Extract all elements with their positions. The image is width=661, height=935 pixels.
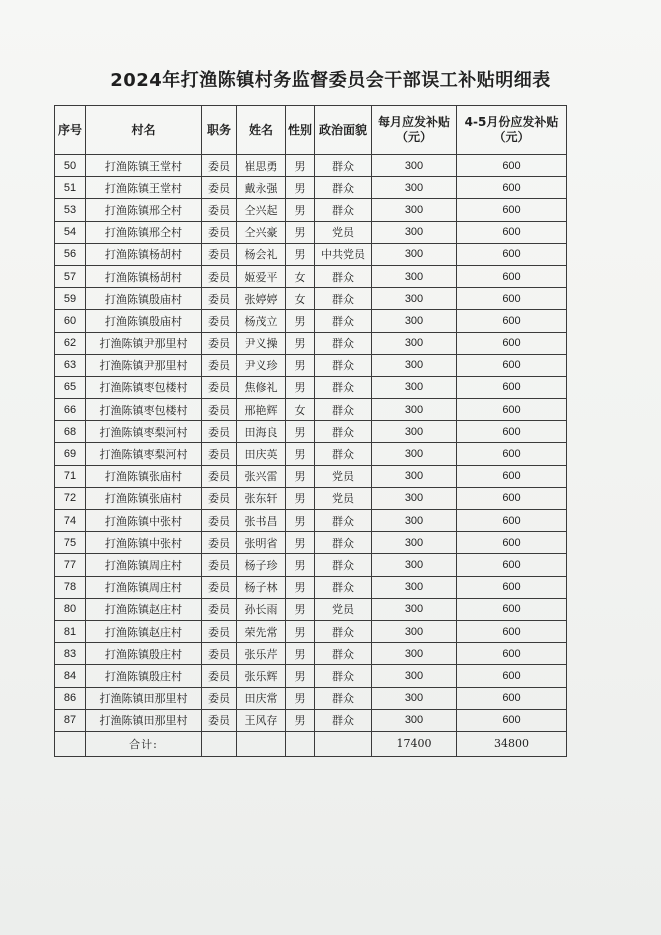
row-position: 委员 [202,354,237,376]
row-gender: 男 [286,243,315,265]
row-village: 打渔陈镇王堂村 [86,177,202,199]
row-seq: 51 [55,177,86,199]
row-position: 委员 [202,265,237,287]
header-village: 村名 [86,106,202,155]
row-village: 打渔陈镇枣包楼村 [86,376,202,398]
header-period-subsidy: 4-5月份应发补贴（元） [457,106,567,155]
row-village: 打渔陈镇邢仝村 [86,199,202,221]
row-period-subsidy: 600 [457,265,567,287]
row-seq: 74 [55,510,86,532]
row-position: 委员 [202,465,237,487]
row-political-status: 党员 [315,487,372,509]
row-name: 张东轩 [237,487,286,509]
total-empty-cell [237,731,286,756]
row-political-status: 群众 [315,310,372,332]
row-monthly-subsidy: 300 [372,354,457,376]
header-gender: 性别 [286,106,315,155]
row-gender: 男 [286,665,315,687]
row-seq: 68 [55,421,86,443]
table-row [55,532,567,554]
row-period-subsidy: 600 [457,243,567,265]
row-political-status: 群众 [315,687,372,709]
row-village: 打渔陈镇田那里村 [86,687,202,709]
row-gender: 男 [286,155,315,177]
table-row [55,709,567,731]
row-name: 仝兴起 [237,199,286,221]
total-empty-cell [55,731,86,756]
subsidy-table [54,105,567,757]
row-monthly-subsidy: 300 [372,221,457,243]
row-village: 打渔陈镇赵庄村 [86,598,202,620]
row-period-subsidy: 600 [457,554,567,576]
row-seq: 83 [55,643,86,665]
row-monthly-subsidy: 300 [372,243,457,265]
row-seq: 60 [55,310,86,332]
row-seq: 78 [55,576,86,598]
row-seq: 81 [55,620,86,642]
row-position: 委员 [202,221,237,243]
row-monthly-subsidy: 300 [372,554,457,576]
row-village: 打渔陈镇张庙村 [86,487,202,509]
row-seq: 86 [55,687,86,709]
row-gender: 男 [286,576,315,598]
table-row [55,487,567,509]
row-position: 委员 [202,532,237,554]
row-name: 张乐辉 [237,665,286,687]
row-monthly-subsidy: 300 [372,288,457,310]
row-monthly-subsidy: 300 [372,620,457,642]
row-village: 打渔陈镇周庄村 [86,576,202,598]
row-seq: 75 [55,532,86,554]
row-name: 张婷婷 [237,288,286,310]
table-row [55,199,567,221]
row-village: 打渔陈镇枣包楼村 [86,399,202,421]
row-monthly-subsidy: 300 [372,687,457,709]
table-row [55,332,567,354]
row-political-status: 群众 [315,421,372,443]
row-political-status: 群众 [315,576,372,598]
row-village: 打渔陈镇尹那里村 [86,332,202,354]
total-period: 34800 [457,731,567,756]
row-name: 姬爱平 [237,265,286,287]
row-position: 委员 [202,332,237,354]
row-gender: 男 [286,221,315,243]
row-monthly-subsidy: 300 [372,421,457,443]
row-monthly-subsidy: 300 [372,510,457,532]
row-position: 委员 [202,177,237,199]
row-political-status: 中共党员 [315,243,372,265]
row-period-subsidy: 600 [457,643,567,665]
row-period-subsidy: 600 [457,465,567,487]
row-position: 委员 [202,421,237,443]
table-row [55,643,567,665]
row-village: 打渔陈镇殷庙村 [86,310,202,332]
table-row [55,576,567,598]
row-name: 荣先常 [237,620,286,642]
row-name: 仝兴豪 [237,221,286,243]
row-period-subsidy: 600 [457,510,567,532]
row-seq: 62 [55,332,86,354]
row-political-status: 群众 [315,665,372,687]
row-position: 委员 [202,620,237,642]
row-gender: 男 [286,421,315,443]
row-village: 打渔陈镇殷庄村 [86,643,202,665]
row-period-subsidy: 600 [457,177,567,199]
row-seq: 56 [55,243,86,265]
row-political-status: 群众 [315,443,372,465]
row-political-status: 群众 [315,155,372,177]
row-position: 委员 [202,576,237,598]
row-name: 孙长雨 [237,598,286,620]
row-gender: 男 [286,177,315,199]
row-gender: 男 [286,510,315,532]
row-seq: 84 [55,665,86,687]
row-seq: 80 [55,598,86,620]
row-gender: 男 [286,310,315,332]
row-seq: 59 [55,288,86,310]
row-political-status: 群众 [315,643,372,665]
row-position: 委员 [202,598,237,620]
row-gender: 男 [286,620,315,642]
row-position: 委员 [202,399,237,421]
row-position: 委员 [202,709,237,731]
table-row [55,665,567,687]
row-monthly-subsidy: 300 [372,598,457,620]
table-row [55,376,567,398]
row-period-subsidy: 600 [457,709,567,731]
total-empty-cell [286,731,315,756]
row-period-subsidy: 600 [457,665,567,687]
row-name: 张兴雷 [237,465,286,487]
row-village: 打渔陈镇殷庙村 [86,288,202,310]
row-monthly-subsidy: 300 [372,643,457,665]
header-row [55,106,567,155]
row-political-status: 党员 [315,221,372,243]
row-name: 田庆常 [237,687,286,709]
row-gender: 男 [286,598,315,620]
row-name: 王风存 [237,709,286,731]
row-gender: 女 [286,288,315,310]
total-label: 合计: [86,731,202,756]
row-political-status: 群众 [315,510,372,532]
row-political-status: 群众 [315,620,372,642]
row-gender: 女 [286,399,315,421]
row-monthly-subsidy: 300 [372,665,457,687]
row-village: 打渔陈镇杨胡村 [86,265,202,287]
row-gender: 男 [286,487,315,509]
row-political-status: 群众 [315,709,372,731]
row-period-subsidy: 600 [457,288,567,310]
row-name: 田庆英 [237,443,286,465]
table-row [55,243,567,265]
row-name: 邢艳辉 [237,399,286,421]
total-empty-cell [315,731,372,756]
total-monthly: 17400 [372,731,457,756]
row-political-status: 群众 [315,177,372,199]
table-row [55,265,567,287]
row-monthly-subsidy: 300 [372,199,457,221]
row-monthly-subsidy: 300 [372,399,457,421]
header-monthly-subsidy: 每月应发补贴（元） [372,106,457,155]
row-gender: 男 [286,332,315,354]
row-seq: 65 [55,376,86,398]
row-seq: 69 [55,443,86,465]
row-position: 委员 [202,199,237,221]
row-gender: 男 [286,354,315,376]
row-gender: 男 [286,643,315,665]
row-position: 委员 [202,510,237,532]
table-row [55,598,567,620]
table-body [55,155,567,732]
row-monthly-subsidy: 300 [372,310,457,332]
row-gender: 男 [286,443,315,465]
total-empty-cell [202,731,237,756]
table-row [55,288,567,310]
row-political-status: 群众 [315,199,372,221]
row-seq: 54 [55,221,86,243]
row-monthly-subsidy: 300 [372,265,457,287]
row-village: 打渔陈镇王堂村 [86,155,202,177]
table-row [55,354,567,376]
row-position: 委员 [202,288,237,310]
row-monthly-subsidy: 300 [372,532,457,554]
row-monthly-subsidy: 300 [372,487,457,509]
table-row [55,155,567,177]
table-row [55,687,567,709]
row-name: 张乐芹 [237,643,286,665]
table-row [55,399,567,421]
table-row [55,421,567,443]
row-political-status: 群众 [315,332,372,354]
table-row [55,620,567,642]
row-political-status: 群众 [315,288,372,310]
row-period-subsidy: 600 [457,532,567,554]
header-name: 姓名 [237,106,286,155]
row-political-status: 群众 [315,532,372,554]
table-row [55,443,567,465]
row-village: 打渔陈镇张庙村 [86,465,202,487]
row-political-status: 群众 [315,554,372,576]
row-gender: 男 [286,554,315,576]
row-seq: 66 [55,399,86,421]
row-position: 委员 [202,376,237,398]
row-name: 戴永强 [237,177,286,199]
row-period-subsidy: 600 [457,199,567,221]
row-village: 打渔陈镇殷庄村 [86,665,202,687]
row-gender: 女 [286,265,315,287]
row-monthly-subsidy: 300 [372,177,457,199]
row-name: 焦修礼 [237,376,286,398]
row-position: 委员 [202,443,237,465]
row-name: 杨茂立 [237,310,286,332]
row-period-subsidy: 600 [457,354,567,376]
document-title: 2024年打渔陈镇村务监督委员会干部误工补贴明细表 [110,70,551,91]
row-period-subsidy: 600 [457,376,567,398]
row-period-subsidy: 600 [457,221,567,243]
row-period-subsidy: 600 [457,620,567,642]
row-political-status: 党员 [315,598,372,620]
row-village: 打渔陈镇田那里村 [86,709,202,731]
row-monthly-subsidy: 300 [372,465,457,487]
row-village: 打渔陈镇枣梨河村 [86,443,202,465]
row-position: 委员 [202,554,237,576]
row-period-subsidy: 600 [457,399,567,421]
row-seq: 57 [55,265,86,287]
row-name: 杨子林 [237,576,286,598]
row-seq: 87 [55,709,86,731]
row-period-subsidy: 600 [457,598,567,620]
table-row [55,221,567,243]
row-period-subsidy: 600 [457,576,567,598]
row-name: 张明省 [237,532,286,554]
row-name: 杨子珍 [237,554,286,576]
row-period-subsidy: 600 [457,310,567,332]
row-period-subsidy: 600 [457,155,567,177]
row-position: 委员 [202,243,237,265]
row-position: 委员 [202,665,237,687]
row-political-status: 群众 [315,265,372,287]
row-gender: 男 [286,465,315,487]
row-political-status: 群众 [315,376,372,398]
header-seq: 序号 [55,106,86,155]
row-seq: 77 [55,554,86,576]
row-political-status: 党员 [315,465,372,487]
row-village: 打渔陈镇尹那里村 [86,354,202,376]
row-position: 委员 [202,643,237,665]
table-row [55,554,567,576]
row-monthly-subsidy: 300 [372,155,457,177]
row-period-subsidy: 600 [457,487,567,509]
row-gender: 男 [286,199,315,221]
row-name: 尹义操 [237,332,286,354]
row-seq: 72 [55,487,86,509]
table-row [55,177,567,199]
row-village: 打渔陈镇枣梨河村 [86,421,202,443]
row-seq: 53 [55,199,86,221]
row-monthly-subsidy: 300 [372,576,457,598]
header-political-status: 政治面貌 [315,106,372,155]
row-seq: 50 [55,155,86,177]
row-political-status: 群众 [315,399,372,421]
row-monthly-subsidy: 300 [372,709,457,731]
row-period-subsidy: 600 [457,443,567,465]
total-row [55,731,567,756]
row-seq: 71 [55,465,86,487]
row-monthly-subsidy: 300 [372,332,457,354]
row-period-subsidy: 600 [457,332,567,354]
row-gender: 男 [286,687,315,709]
table-row [55,465,567,487]
row-village: 打渔陈镇杨胡村 [86,243,202,265]
row-name: 张书昌 [237,510,286,532]
row-village: 打渔陈镇中张村 [86,532,202,554]
row-monthly-subsidy: 300 [372,376,457,398]
header-position: 职务 [202,106,237,155]
row-name: 尹义珍 [237,354,286,376]
row-seq: 63 [55,354,86,376]
row-village: 打渔陈镇周庄村 [86,554,202,576]
row-position: 委员 [202,155,237,177]
row-position: 委员 [202,687,237,709]
row-name: 杨会礼 [237,243,286,265]
row-period-subsidy: 600 [457,687,567,709]
table-row [55,510,567,532]
row-political-status: 群众 [315,354,372,376]
row-monthly-subsidy: 300 [372,443,457,465]
table-row [55,310,567,332]
row-gender: 男 [286,532,315,554]
row-village: 打渔陈镇邢仝村 [86,221,202,243]
row-name: 田海良 [237,421,286,443]
row-position: 委员 [202,310,237,332]
row-name: 崔思勇 [237,155,286,177]
row-gender: 男 [286,709,315,731]
row-period-subsidy: 600 [457,421,567,443]
row-gender: 男 [286,376,315,398]
row-position: 委员 [202,487,237,509]
row-village: 打渔陈镇赵庄村 [86,620,202,642]
row-village: 打渔陈镇中张村 [86,510,202,532]
